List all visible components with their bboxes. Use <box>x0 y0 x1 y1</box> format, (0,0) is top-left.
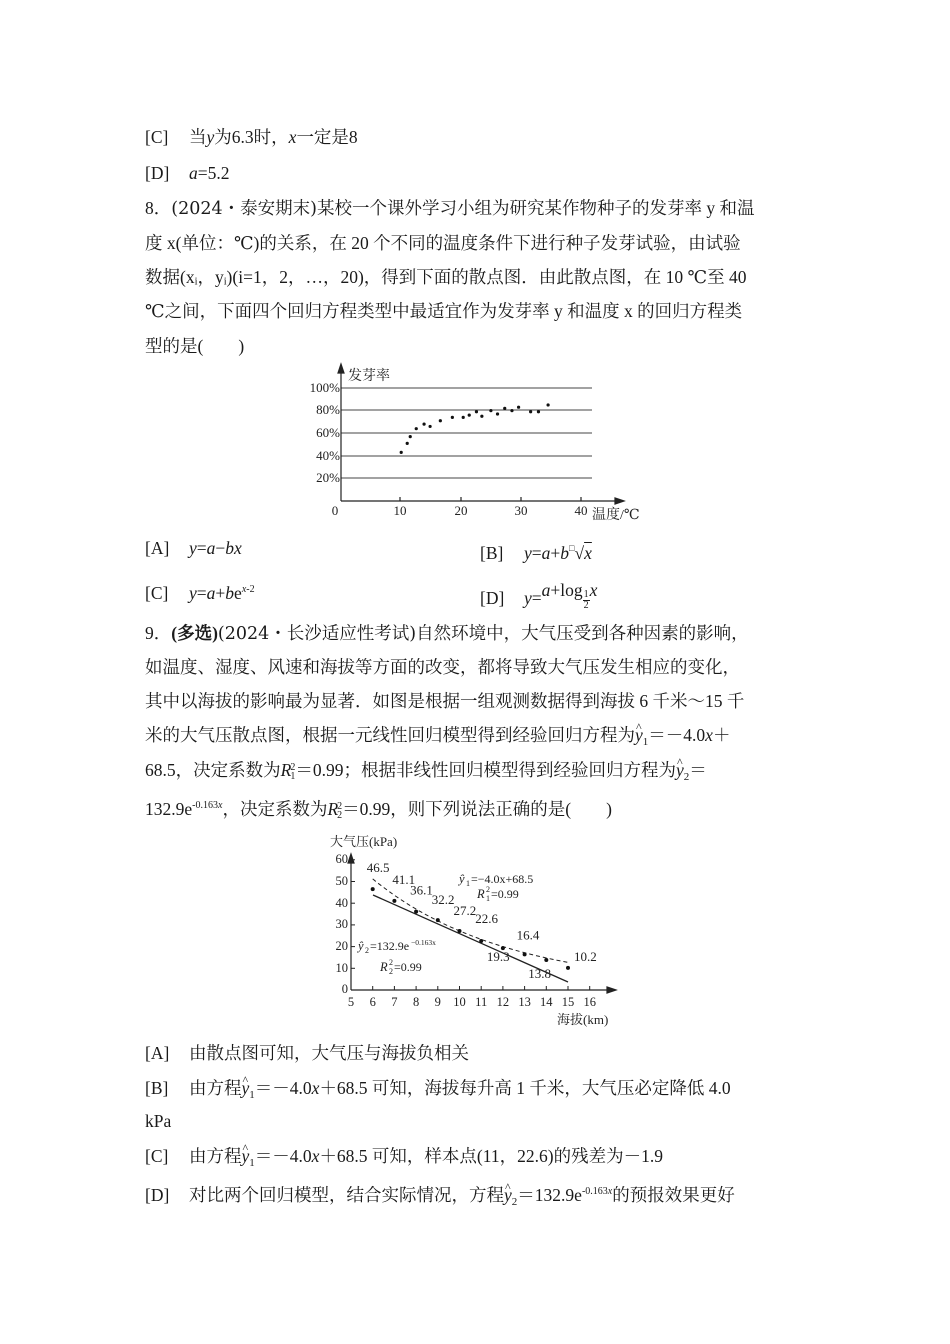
q9-tag: (多选) <box>171 623 218 643</box>
svg-text:12: 12 <box>496 995 510 1009</box>
svg-text:36.1: 36.1 <box>410 882 433 898</box>
svg-text:14: 14 <box>540 995 553 1009</box>
svg-text:5: 5 <box>347 995 355 1009</box>
q9-line-2: 如温度、湿度、风速和海拔等方面的改变，都将导致大气压发生相应的变化， <box>145 657 740 677</box>
data-point <box>436 918 440 922</box>
svg-text:46.5: 46.5 <box>366 860 390 876</box>
svg-text:6: 6 <box>369 995 376 1009</box>
svg-text:20%: 20% <box>316 470 340 485</box>
q9-line-1: 9．(多选)(2024・长沙适应性考试)自然环境中，大气压受到各种因素的影响， <box>145 623 749 644</box>
data-point <box>468 414 471 417</box>
q8-option-b[interactable]: [B] y=a+b□√x <box>480 543 592 563</box>
prev-option-d: [D] a=5.2 <box>145 163 230 183</box>
svg-text:R: R <box>380 960 388 974</box>
svg-text:=−4.0x+68.5: =−4.0x+68.5 <box>471 872 534 886</box>
q9-line-6: $132.9e^{-0.163x}$，决定系数为R 2 2 ＝0.99，则下列说法正确的是( ) <box>145 799 612 821</box>
data-point <box>566 966 570 970</box>
q8-option-a[interactable]: [A] y=a−bx <box>145 538 242 558</box>
exponential-equation-label <box>356 938 436 976</box>
q9-line-5: 68.5，决定系数为R 2 1 ＝0.99；根据非线性回归模型得到经验回归方程为^ $y_2=$ <box>145 759 707 788</box>
q9-option-b[interactable]: [B] 由方程^ $y_1=-4.0x+68.5$ 可知，海拔每升高 1 千米，大气压必定降低 4.0 <box>145 1077 731 1106</box>
svg-text:10.2: 10.2 <box>574 948 597 964</box>
svg-text:20: 20 <box>454 503 468 518</box>
svg-text:27.2: 27.2 <box>453 902 477 918</box>
q8-option-c[interactable]: [C] $y=a+be^{x-2}$ <box>145 583 255 603</box>
chart1-labels <box>310 368 640 523</box>
q9-line-3: 其中以海拔的影响最为显著．如图是根据一组观测数据得到海拔 6 千米～15 千 <box>145 691 745 711</box>
svg-text:15: 15 <box>561 995 575 1009</box>
data-point <box>462 416 465 419</box>
svg-text:7: 7 <box>391 995 398 1009</box>
svg-text:2: 2 <box>365 946 369 955</box>
svg-text:100%: 100% <box>309 380 340 395</box>
svg-text:2: 2 <box>389 967 393 976</box>
svg-text:8: 8 <box>412 995 420 1009</box>
svg-text:10: 10 <box>393 503 407 518</box>
data-point <box>510 409 513 412</box>
chart1-data-points <box>400 403 550 454</box>
svg-text:60: 60 <box>335 852 348 866</box>
data-point <box>517 406 520 409</box>
q8-number: 8． <box>145 198 172 218</box>
data-point <box>439 419 442 422</box>
svg-text:=132.9e: =132.9e <box>370 939 410 953</box>
svg-text:2: 2 <box>389 958 393 967</box>
q9-option-d[interactable]: [D] 对比两个回归模型，结合实际情况，方程^ $y_2=132.9e^{-0.163x}$的预报效果更好 <box>145 1181 735 1213</box>
data-point <box>489 409 492 412</box>
svg-text:20: 20 <box>335 939 348 953</box>
data-point <box>422 423 425 426</box>
q8-source: (2024・泰安期末) <box>171 199 317 219</box>
data-point <box>503 407 506 410</box>
svg-text:16: 16 <box>583 995 596 1009</box>
svg-text:2: 2 <box>486 885 490 894</box>
svg-text:=0.99: =0.99 <box>394 960 422 974</box>
data-point <box>428 425 431 428</box>
svg-text:22.6: 22.6 <box>475 910 498 926</box>
data-point <box>537 410 540 413</box>
svg-text:32.2: 32.2 <box>431 892 455 908</box>
q8-line-1: 8．(2024・泰安期末)某校一个课外学习小组为研究某作物种子的发芽率 y 和温 <box>145 198 755 219</box>
chart1-gridlines <box>341 388 592 478</box>
data-point <box>544 958 548 962</box>
linear-equation-label <box>457 872 533 903</box>
data-point <box>406 442 409 445</box>
svg-text:−0.163x: −0.163x <box>411 938 436 947</box>
data-point <box>529 410 532 413</box>
svg-text:R: R <box>477 887 485 901</box>
chart1-ylabel: 发芽率 <box>348 369 390 384</box>
chart2-xlabel: 海拔(km) <box>557 1012 609 1027</box>
data-point <box>496 412 499 415</box>
svg-text:11: 11 <box>475 995 488 1009</box>
data-point <box>392 899 396 903</box>
q9-option-b-cont: kPa <box>145 1111 172 1131</box>
data-point <box>458 929 462 933</box>
chart2-ylabel: 大气压(kPa) <box>330 834 398 849</box>
svg-text:50: 50 <box>335 874 348 888</box>
data-point <box>546 403 549 406</box>
svg-text:13: 13 <box>518 995 531 1009</box>
svg-text:30: 30 <box>514 503 528 518</box>
chart1-xlabel: 温度/℃ <box>592 508 640 523</box>
data-point <box>415 427 418 430</box>
svg-text:=0.99: =0.99 <box>491 887 519 901</box>
data-point <box>475 410 478 413</box>
svg-text:10: 10 <box>335 961 348 975</box>
data-point <box>479 939 483 943</box>
q8-option-d[interactable]: [D] y=a+log $\frac{1}{2}$ x <box>480 580 598 611</box>
data-point <box>414 910 418 914</box>
data-point <box>523 952 527 956</box>
data-point <box>480 415 483 418</box>
svg-text:ŷ: ŷ <box>358 939 364 953</box>
germination-scatter-chart <box>300 362 650 527</box>
svg-text:41.1: 41.1 <box>392 871 416 887</box>
chart2-data-points <box>371 887 570 970</box>
q9-number: 9． <box>145 623 172 643</box>
q8-line-4: ℃之间，下面四个回归方程类型中最适宜作为发芽率 y 和温度 x 的回归方程类 <box>145 301 743 321</box>
svg-text:0: 0 <box>331 503 339 518</box>
svg-text:0: 0 <box>341 982 348 996</box>
root-sign-icon: √ <box>574 543 585 563</box>
data-point <box>371 887 375 891</box>
data-point <box>451 416 454 419</box>
q8-line-3: 数据(xᵢ，yᵢ)(i=1，2，…，20)，得到下面的散点图．由此散点图，在 10 ℃至 40 <box>145 267 747 287</box>
q8-line-2: 度 x(单位：℃)的关系，在 20 个不同的温度条件下进行种子发芽试验，由试验 <box>145 233 741 253</box>
svg-text:1: 1 <box>486 894 490 903</box>
prev-option-c: [C] 当y为6.3时，x一定是8 <box>145 127 358 147</box>
data-point <box>400 451 403 454</box>
data-point <box>409 435 412 438</box>
q9-source: (2024・长沙适应性考试) <box>217 624 417 644</box>
svg-text:16.4: 16.4 <box>516 927 540 943</box>
q9-line-4: 米的大气压散点图，根据一元线性回归模型得到经验回归方程为^ $y_1=-4.0x+$ <box>145 724 730 753</box>
svg-text:60%: 60% <box>316 425 340 440</box>
svg-text:40: 40 <box>574 503 588 518</box>
chart1-axes <box>338 364 624 504</box>
svg-text:40: 40 <box>335 896 348 910</box>
svg-text:30: 30 <box>335 917 348 931</box>
svg-text:40%: 40% <box>316 448 340 463</box>
svg-text:9: 9 <box>434 995 441 1009</box>
svg-text:19.3: 19.3 <box>486 949 510 965</box>
svg-text:80%: 80% <box>316 402 340 417</box>
pressure-scatter-chart <box>320 830 630 1030</box>
q9-option-a[interactable]: [A] 由散点图可知，大气压与海拔负相关 <box>145 1043 469 1063</box>
q9-option-c[interactable]: [C] 由方程^ $y_1=-4.0x+68.5$ 可知，样本点(11，22.6)的残差为－1.9 <box>145 1145 663 1174</box>
svg-text:13.8: 13.8 <box>528 966 552 982</box>
svg-text:ŷ: ŷ <box>459 872 465 886</box>
q8-line-5: 型的是( ) <box>145 336 245 356</box>
svg-text:10: 10 <box>453 995 466 1009</box>
svg-text:1: 1 <box>466 879 470 888</box>
